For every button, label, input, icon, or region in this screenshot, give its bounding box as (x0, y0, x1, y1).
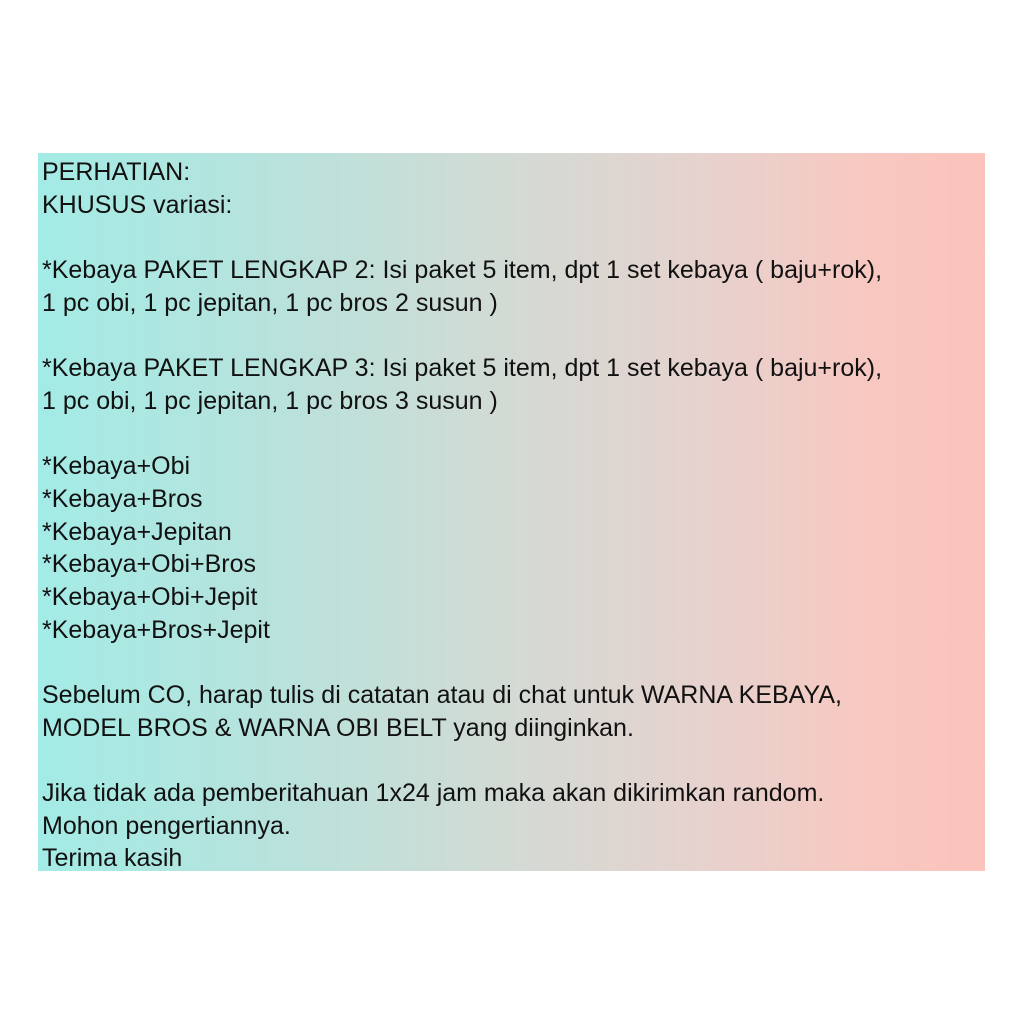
variant-item: *Kebaya+Obi+Bros (42, 550, 257, 579)
blank-line (42, 319, 985, 352)
blank-line (42, 418, 985, 451)
notice-panel (38, 153, 985, 871)
package-3-line-1: *Kebaya PAKET LENGKAP 3: Isi paket 5 item, dpt 1 set kebaya ( baju+rok), (42, 354, 883, 383)
variant-item: *Kebaya+Bros (42, 484, 203, 513)
blank-line (42, 221, 985, 254)
blank-line (42, 646, 985, 679)
instruction-line-1: Sebelum CO, harap tulis di catatan atau di chat untuk WARNA KEBAYA, (42, 681, 842, 709)
package-2-line-2: 1 pc obi, 1 pc jepitan, 1 pc bros 2 susun ) (42, 288, 498, 317)
variant-item: *Kebaya+Obi (42, 452, 191, 481)
instruction-line-2: MODEL BROS & WARNA OBI BELT yang diinginkan. (42, 713, 634, 742)
random-note: Jika tidak ada pemberitahuan 1x24 jam maka akan dikirimkan random. (42, 779, 825, 808)
variant-item: *Kebaya+Jepitan (42, 517, 232, 546)
blank-line (42, 744, 985, 777)
thanks-text: Terima kasih (42, 844, 183, 873)
notice-heading: PERHATIAN: (42, 158, 191, 186)
variant-item: *Kebaya+Bros+Jepit (42, 615, 270, 644)
apology-text: Mohon pengertiannya. (42, 811, 291, 840)
package-2-line-1: *Kebaya PAKET LENGKAP 2: Isi paket 5 item, dpt 1 set kebaya ( baju+rok), (42, 256, 883, 285)
notice-subheading: KHUSUS variasi: (42, 190, 233, 219)
variant-item: *Kebaya+Obi+Jepit (42, 582, 258, 611)
package-3-line-2: 1 pc obi, 1 pc jepitan, 1 pc bros 3 susun ) (42, 386, 498, 415)
